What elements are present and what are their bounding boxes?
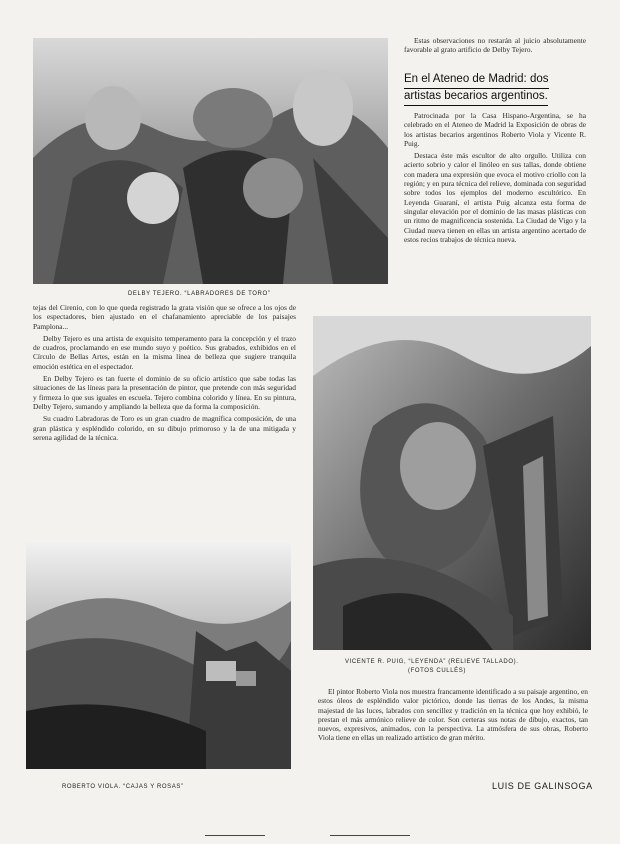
caption-right-photo-1: VICENTE R. PUIG, “LEYENDA” (RELIEVE TALLADO). xyxy=(345,659,519,665)
intro-paragraph: Estas observaciones no restarán al juicio absolutamente favorable al grato artificio de Delby Tejero. xyxy=(404,36,586,55)
right-column-text xyxy=(404,111,586,247)
caption-right-photo-2: (FOTOS CULLÉS) xyxy=(408,668,466,674)
left-paragraph-1: tejas del Cirenio, con lo que queda registrado la grata visión que se ofrece a los ojos de los espectadores, bien ajustado en el chafanamiento apreciable de los paisajes Pamplona... xyxy=(33,303,296,331)
left-column-text xyxy=(33,303,296,535)
footer-rule-left xyxy=(205,835,265,836)
painting-cajas-y-rosas xyxy=(26,541,291,769)
caption-top-photo: DELBY TEJERO. “LABRADORES DE TORO” xyxy=(128,291,271,297)
bottom-right-paragraph: El pintor Roberto Viola nos muestra francamente identificado a su paisaje argentino, en estos óleos de espléndido valor pictórico, donde las tierras de los Andes, la misma majestad de las luces, labrados con sencillez y tradición en la técnica que hoy exhibió, le prestan el más armónico relieve de color. Son certeras sus notas de dibujo, exactos, tan nuevos, expresivos, animados, con la perspectiva. La atmósfera de sus obras, Roberto Viola tiene en ellas un realizado artístico de gran mérito. xyxy=(318,687,588,743)
left-paragraph-3: En Delby Tejero es tan fuerte el dominio de su oficio artístico que sabe todas las situaciones de las líneas para la presentación de pintor, que pretende con más seguridad y firmeza lo que sus iguales en escuela. Tejero combina colorido y línea. En su pintura, Delby Tejero, sumando y ampliando la belleza que da forma la composición. xyxy=(33,374,296,411)
intro-text xyxy=(404,36,586,58)
headline-line-1: En el Ateneo de Madrid: dos xyxy=(404,72,549,89)
right-paragraph-1: Patrocinada por la Casa Hispano-Argentina, se ha celebrado en el Ateneo de Madrid la Exposición de obras de los artistas becarios argentinos Roberto Viola y Vicente R. Puig. xyxy=(404,111,586,148)
right-paragraph-2: Destaca éste más escultor de alto orgullo. Utiliza con acierto sobrio y calor el linóleo en sus tallas, donde obtiene con madera una expresión que evoca el motivo criollo con la región; y en pura técnica del relieve, dominada con seguridad sobre todos los ejemplos del moderno escultórico. En Leyenda Guaraní, el artista Puig alcanza esta forma de singular elevación por el dominio de las masas plásticas con un ritmo de magnificencia sostenida. La Ciudad de Vigo y la Ciudad nueva tienen en ellas un artista argentino acertado de estos recios trabajos de técnica nueva. xyxy=(404,151,586,244)
painting-labradores-de-toro xyxy=(33,38,388,284)
footer-rule-right xyxy=(330,835,410,836)
relief-leyenda xyxy=(313,316,591,650)
bottom-right-text xyxy=(318,687,588,773)
left-paragraph-2: Delby Tejero es una artista de exquisito temperamento para la concepción y el trazo de cuadros, proclamando en ese mundo suyo y poético. Sus grabados, exhibidos en el Círculo de Bellas Artes, están en la misma línea de belleza que sugiere tranquila emoción estética en el espectador. xyxy=(33,333,296,371)
caption-bottom-photo: ROBERTO VIOLA. “CAJAS Y ROSAS” xyxy=(62,784,184,790)
left-paragraph-4: Su cuadro Labradoras de Toro es un gran cuadro de magnífica composición, de una gran plástica y espléndido colorido, en su dibujo primoroso y la de una mitigada y serena agilidad de la técnica. xyxy=(33,414,296,442)
headline-line-2: artistas becarios argentinos. xyxy=(404,89,548,106)
author-signature: LUIS DE GALINSOGA xyxy=(492,781,593,791)
article-headline xyxy=(404,72,594,106)
